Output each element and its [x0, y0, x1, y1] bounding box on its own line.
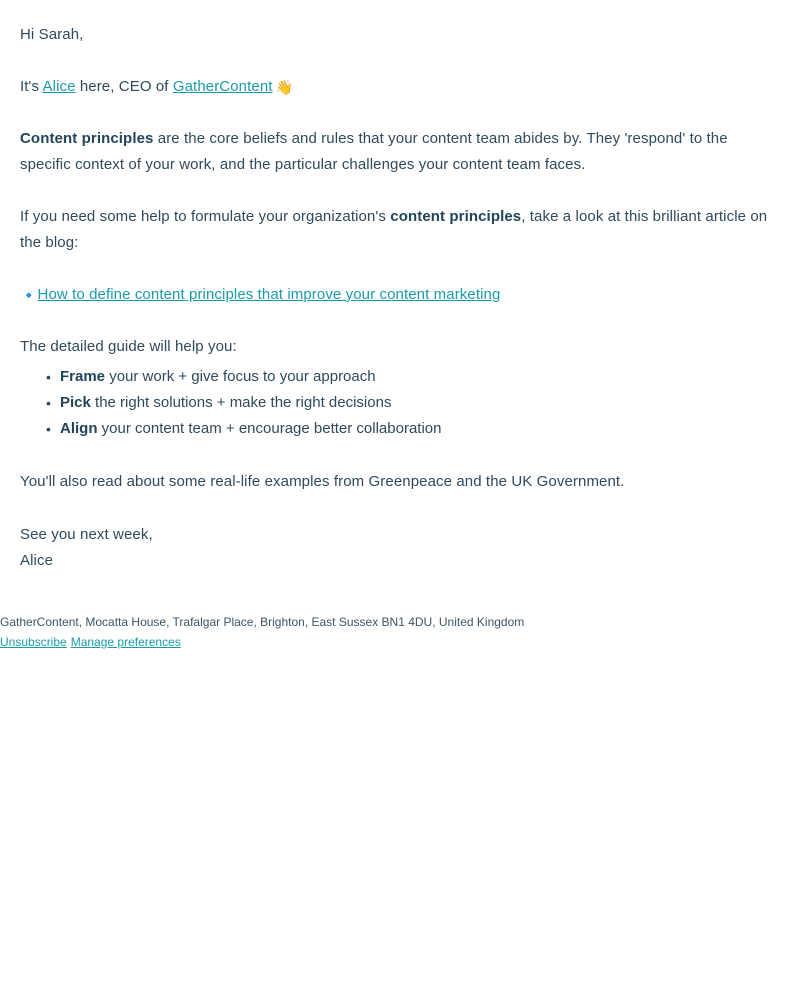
intro-middle: here, CEO of: [75, 78, 173, 95]
benefits-list: [0, 360, 800, 442]
benefit-bold-0: Frame: [60, 368, 106, 385]
guide-lead-line: The detailed guide will help you:: [20, 338, 237, 355]
footer-address: GatherContent, Mocatta House, Trafalgar Place, Brighton, East Sussex BN1 4DU, United Kingdom: [0, 615, 525, 629]
email-footer: [0, 574, 800, 652]
article-link-row: [0, 256, 800, 308]
content-principles-bold-lead: Content principles: [20, 130, 154, 147]
gathercontent-link[interactable]: GatherContent: [172, 78, 273, 95]
greeting-line: Hi Sarah,: [20, 26, 84, 43]
signoff-line: See you next week,: [20, 526, 153, 543]
help-paragraph-after: , take a look at this brilliant article on the blog:: [20, 208, 768, 251]
benefit-bold-2: Align: [60, 420, 98, 437]
alice-link[interactable]: Alice: [42, 78, 76, 95]
blue-diamond-icon: 🔹: [20, 287, 38, 303]
intro-line: [0, 48, 800, 100]
content-principles-definition-text: are the core beliefs and rules that your content team abides by. They 'respond' to the specific context of your work, and the particular challenges your content team faces.: [20, 130, 728, 173]
list-item: [0, 364, 800, 390]
help-paragraph-before: If you need some help to formulate your organization's: [20, 208, 391, 225]
benefit-text-1: the right solutions + make the right decisions: [90, 394, 392, 411]
intro-prefix: It's: [20, 78, 43, 95]
list-item: [0, 390, 800, 416]
content-principles-definition: [0, 100, 800, 178]
footer-links: [0, 632, 800, 652]
waving-hand-icon: 👋: [275, 79, 294, 95]
benefit-bold-1: Pick: [60, 394, 91, 411]
signature-line: Alice: [20, 552, 54, 569]
benefit-text-2: your content team + encourage better collaboration: [97, 420, 442, 437]
closing-paragraph: You'll also read about some real-life examples from Greenpeace and the UK Government.: [20, 473, 625, 490]
help-paragraph: [0, 178, 800, 256]
benefit-text-0: your work + give focus to your approach: [105, 368, 376, 385]
manage-preferences-link[interactable]: Manage preferences: [70, 635, 181, 649]
unsubscribe-link[interactable]: Unsubscribe: [0, 635, 67, 649]
help-paragraph-bold: content principles: [390, 208, 522, 225]
list-item: [0, 416, 800, 442]
article-link[interactable]: How to define content principles that improve your content marketing: [37, 286, 501, 303]
